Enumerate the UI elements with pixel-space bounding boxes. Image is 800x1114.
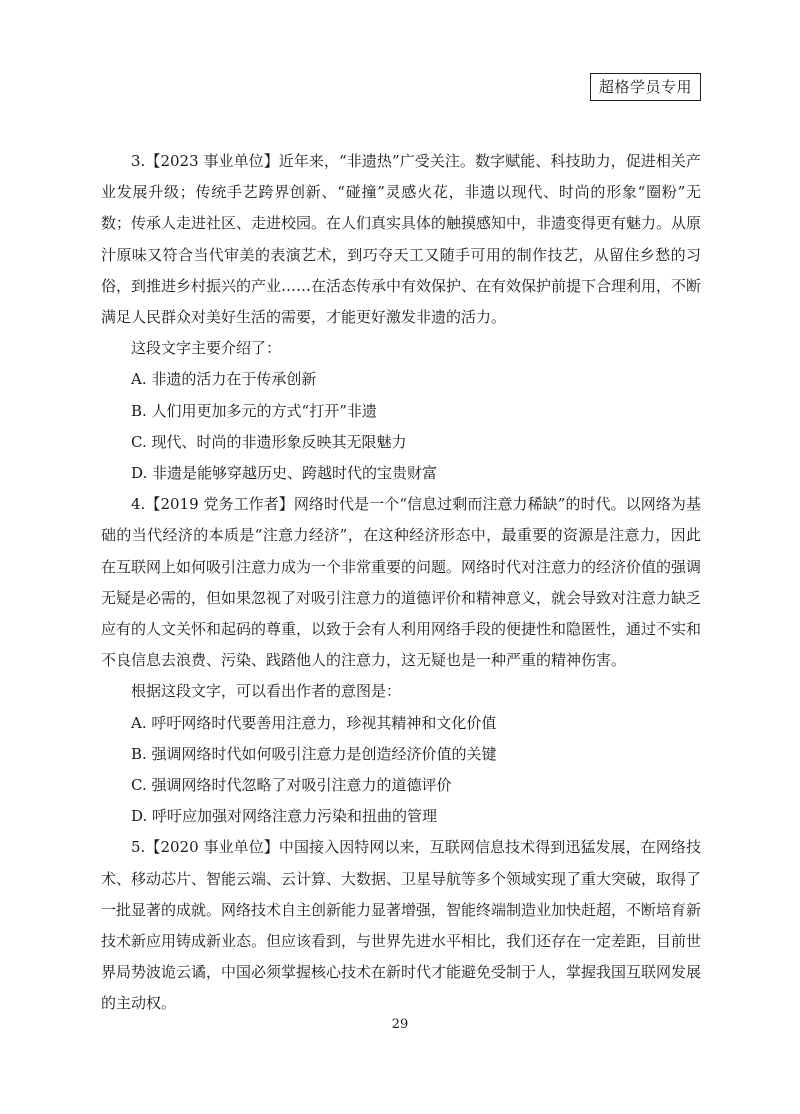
question-4-stem: 4.【2019 党务工作者】网络时代是一个“信息过剩而注意力稀缺”的时代。以网络为基础的当代经济的本质是“注意力经济”，在这种经济形态中，最重要的资源是注意力，因此在互联网上如何吸引注意力成为一个非常重要的问题。网络时代对注意力的经济价值的强调无疑是必需的，但如果忽视了对吸引注意力的道德评价和精神意义，就会导致对注意力缺乏应有的人文关怀和起码的尊重，以致于会有人利用网络手段的便捷性和隐匿性，通过不实和不良信息去浪费、污染、践踏他人的注意力，这无疑也是一种严重的精神伤害。	[101, 495, 702, 670]
question-3	[101, 146, 701, 489]
question-5-stem: 5.【2020 事业单位】中国接入因特网以来，互联网信息技术得到迅猛发展，在网络技术、移动芯片、智能云端、云计算、大数据、卫星导航等多个领域实现了重大突破，取得了一批显著的成就。网络技术自主创新能力显著增强，智能终端制造业加快赶超，不断培育新技术新应用铸成新业态。但应该看到，与世界先进水平相比，我们还存在一定差距，目前世界局势波诡云谲，中国必须掌握核心技术在新时代才能避免受制于人，掌握我国互联网发展的主动权。	[101, 838, 702, 1013]
student-only-badge: 超格学员专用	[590, 73, 701, 101]
question-3-option-a: A. 非遗的活力在于传承创新	[131, 370, 317, 389]
question-3-stem: 3.【2023 事业单位】近年来，“非遗热”广受关注。数字赋能、科技助力，促进相关产业发展升级；传统手艺跨界创新、“碰撞”灵感火花，非遗以现代、时尚的形象“圈粉”无数；传承人走进社区、走进校园。在人们真实具体的触摸感知中，非遗变得更有魅力。从原汁原味又符合当代审美的表演艺术，到巧夺天工又随手可用的制作技艺，从留住乡愁的习俗，到推进乡村振兴的产业……在活态传承中有效保护、在有效保护前提下合理利用，不断满足人民群众对美好生活的需要，才能更好激发非遗的活力。	[101, 152, 702, 327]
question-4-option-d: D. 呼吁应加强对网络注意力污染和扭曲的管理	[131, 807, 438, 826]
question-4-option-c: C. 强调网络时代忽略了对吸引注意力的道德评价	[131, 776, 452, 795]
question-3-prompt: 这段文字主要介绍了：	[131, 339, 282, 358]
page-number: 29	[391, 1017, 409, 1032]
question-3-option-b: B. 人们用更加多元的方式“打开”非遗	[131, 401, 377, 420]
question-4-option-a: A. 呼吁网络时代要善用注意力，珍视其精神和文化价值	[131, 713, 497, 732]
question-4-option-b: B. 强调网络时代如何吸引注意力是创造经济价值的关键	[131, 744, 497, 763]
question-5	[101, 832, 701, 1019]
question-4-prompt: 根据这段文字，可以看出作者的意图是：	[131, 682, 402, 701]
question-3-option-c: C. 现代、时尚的非遗形象反映其无限魅力	[131, 432, 407, 451]
question-3-option-d: D. 非遗是能够穿越历史、跨越时代的宝贵财富	[131, 464, 438, 483]
page-content	[101, 146, 701, 1020]
question-4	[101, 489, 701, 832]
